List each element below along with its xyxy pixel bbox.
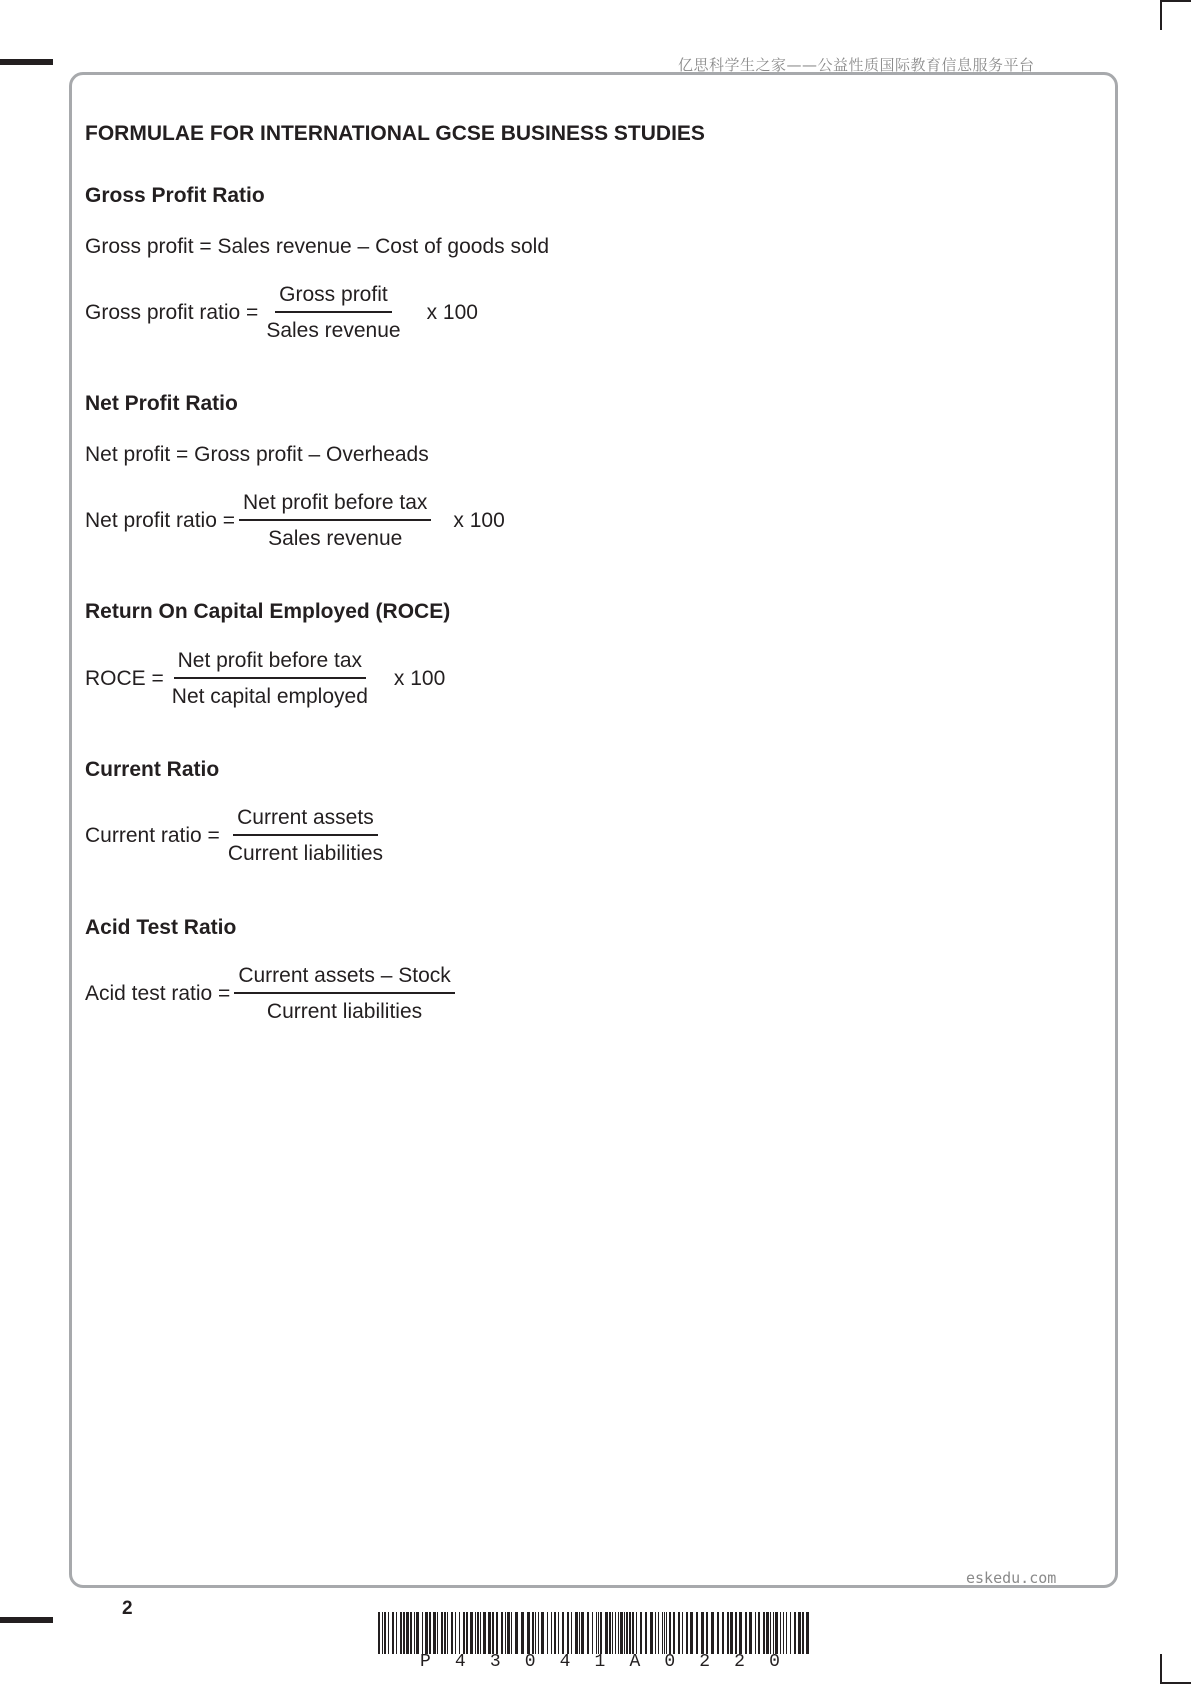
barcode-bar [655, 1612, 656, 1654]
barcode-bar [433, 1612, 436, 1654]
barcode-char: 1 [594, 1652, 606, 1672]
barcode-bar [727, 1612, 729, 1654]
barcode-bar [475, 1612, 476, 1654]
barcode [378, 1612, 812, 1654]
barcode-bar [541, 1612, 544, 1654]
multiplier: x 100 [426, 301, 478, 324]
fraction-numerator: Gross profit [275, 283, 392, 313]
barcode-bar [532, 1612, 534, 1654]
barcode-bar [650, 1612, 653, 1654]
registration-mark-bottom-left [0, 1617, 53, 1623]
barcode-bar [406, 1612, 409, 1654]
barcode-bar [664, 1612, 665, 1654]
barcode-bar [392, 1612, 394, 1654]
barcode-bar [425, 1612, 428, 1654]
barcode-bar [592, 1612, 593, 1654]
gross-profit-heading: Gross Profit Ratio [85, 184, 265, 207]
watermark-top: 亿思科学生之家——公益性质国际教育信息服务平台 [678, 56, 1035, 74]
barcode-bar [579, 1612, 580, 1654]
barcode-bar [441, 1612, 443, 1654]
barcode-bar [483, 1612, 486, 1654]
barcode-bar [666, 1612, 667, 1654]
barcode-bar [798, 1612, 801, 1654]
barcode-bar [410, 1612, 412, 1654]
barcode-bar [645, 1612, 647, 1654]
barcode-bar [600, 1612, 602, 1654]
fraction-numerator: Current assets – Stock [234, 964, 454, 994]
barcode-bar [562, 1612, 564, 1654]
barcode-bar [806, 1612, 809, 1654]
multiplier: x 100 [393, 667, 446, 690]
barcode-bar [396, 1612, 397, 1654]
barcode-bar [507, 1612, 510, 1654]
barcode-bar [492, 1612, 494, 1654]
barcode-bar [505, 1612, 506, 1654]
barcode-bar [571, 1612, 572, 1654]
fraction-denominator: Current liabilities [266, 1000, 423, 1023]
barcode-bar [701, 1612, 704, 1654]
barcode-bar [763, 1612, 765, 1654]
page-number: 2 [122, 1598, 133, 1619]
barcode-char: 2 [734, 1652, 745, 1672]
barcode-bar [678, 1612, 680, 1654]
barcode-bar [735, 1612, 737, 1654]
barcode-bar [629, 1612, 631, 1654]
gross-profit-ratio-label: Gross profit ratio = [85, 301, 259, 324]
barcode-bar [690, 1612, 693, 1654]
barcode-bar [773, 1612, 774, 1654]
net-profit-heading: Net Profit Ratio [85, 392, 238, 415]
barcode-bar [669, 1612, 671, 1654]
barcode-bar [605, 1612, 608, 1654]
barcode-bar [790, 1612, 791, 1654]
barcode-bar [696, 1612, 698, 1654]
barcode-bar [463, 1612, 465, 1654]
page-title: FORMULAE FOR INTERNATIONAL GCSE BUSINESS STUDIES [85, 122, 705, 145]
multiplier: x 100 [453, 509, 505, 532]
barcode-bar [554, 1612, 556, 1654]
gross-profit-ratio-formula [85, 283, 478, 343]
barcode-bar [722, 1612, 724, 1654]
barcode-bar [515, 1612, 518, 1654]
current-ratio-label: Current ratio = [85, 824, 220, 847]
barcode-bar [501, 1612, 503, 1654]
barcode-bar [480, 1612, 481, 1654]
barcode-bar [706, 1612, 708, 1654]
acid-test-formula [85, 964, 459, 1024]
barcode-bar [567, 1612, 569, 1654]
gross-profit-ratio-fraction [262, 283, 404, 343]
net-profit-formula: Net profit = Gross profit – Overheads [85, 443, 429, 466]
barcode-bar [378, 1612, 380, 1654]
crop-mark-top-right [1160, 0, 1191, 2]
barcode-bar [739, 1612, 742, 1654]
barcode-bar [447, 1612, 448, 1654]
barcode-char: 4 [454, 1652, 466, 1672]
current-ratio-heading: Current Ratio [85, 758, 220, 781]
barcode-bar [640, 1612, 642, 1654]
barcode-char: A [629, 1652, 641, 1672]
barcode-bar [581, 1612, 584, 1654]
barcode-bar [511, 1612, 512, 1654]
barcode-bar [711, 1612, 714, 1654]
barcode-bar [496, 1612, 498, 1654]
barcode-bar [770, 1612, 771, 1654]
barcode-bar [766, 1612, 769, 1654]
barcode-bar [780, 1612, 781, 1654]
barcode-bar [618, 1612, 619, 1654]
crop-mark-bottom-right-vertical [1160, 1654, 1162, 1684]
barcode-char: 0 [769, 1652, 780, 1672]
barcode-char: 4 [559, 1652, 571, 1672]
barcode-bar [455, 1612, 456, 1654]
barcode-bar [477, 1612, 479, 1654]
barcode-bar [636, 1612, 637, 1654]
barcode-bar [470, 1612, 473, 1654]
barcode-bar [527, 1612, 530, 1654]
barcode-bar [558, 1612, 559, 1654]
barcode-bar [551, 1612, 552, 1654]
barcode-bar [459, 1612, 460, 1654]
acid-test-label: Acid test ratio = [85, 982, 231, 1005]
barcode-bar [749, 1612, 752, 1654]
roce-heading: Return On Capital Employed (ROCE) [85, 600, 451, 623]
barcode-bar [429, 1612, 431, 1654]
barcode-bar [535, 1612, 536, 1654]
barcode-bar [626, 1612, 628, 1654]
barcode-bar [755, 1612, 756, 1654]
barcode-char: P [420, 1652, 431, 1672]
barcode-bar [775, 1612, 778, 1654]
barcode-bar [632, 1612, 634, 1654]
barcode-bar [686, 1612, 688, 1654]
barcode-bar [673, 1612, 675, 1654]
net-profit-ratio-label: Net profit ratio = [85, 509, 235, 532]
barcode-char: 3 [489, 1652, 501, 1672]
barcode-text [420, 1652, 780, 1672]
roce-fraction [168, 649, 372, 709]
fraction-denominator: Current liabilities [227, 842, 384, 865]
barcode-bar [382, 1612, 383, 1654]
barcode-bar [437, 1612, 438, 1654]
acid-test-heading: Acid Test Ratio [85, 916, 237, 939]
barcode-bar [451, 1612, 453, 1654]
barcode-bar [538, 1612, 539, 1654]
fraction-denominator: Sales revenue [266, 319, 401, 342]
barcode-bar [587, 1612, 589, 1654]
barcode-bar [547, 1612, 548, 1654]
barcode-bar [488, 1612, 491, 1654]
barcode-bar [612, 1612, 613, 1654]
barcode-bar [422, 1612, 423, 1654]
roce-formula [85, 649, 445, 709]
barcode-bar [662, 1612, 663, 1654]
barcode-bar [624, 1612, 625, 1654]
barcode-bar [682, 1612, 683, 1654]
barcode-bar [783, 1612, 784, 1654]
barcode-char: 0 [664, 1652, 676, 1672]
barcode-char: 2 [699, 1652, 711, 1672]
barcode-bar [609, 1612, 611, 1654]
barcode-bar [786, 1612, 787, 1654]
barcode-bar [414, 1612, 415, 1654]
barcode-bar [745, 1612, 747, 1654]
barcode-bar [596, 1612, 597, 1654]
current-ratio-fraction [224, 806, 387, 866]
current-ratio-formula [85, 806, 391, 866]
fraction-numerator: Net profit before tax [239, 491, 431, 521]
fraction-denominator: Net capital employed [171, 685, 368, 708]
barcode-bar [658, 1612, 659, 1654]
registration-mark-top-left [0, 59, 53, 65]
barcode-bar [521, 1612, 524, 1654]
barcode-bar [403, 1612, 405, 1654]
barcode-bar [598, 1612, 599, 1654]
barcode-bar [758, 1612, 760, 1654]
roce-label: ROCE = [85, 667, 164, 690]
barcode-bar [802, 1612, 804, 1654]
fraction-denominator: Sales revenue [268, 527, 403, 550]
crop-mark-top-right-vertical [1160, 0, 1162, 30]
barcode-bar [620, 1612, 623, 1654]
barcode-bar [615, 1612, 616, 1654]
barcode-bar [717, 1612, 719, 1654]
watermark-bottom: eskedu.com [966, 1569, 1057, 1587]
barcode-char: 0 [524, 1652, 536, 1672]
barcode-bar [794, 1612, 796, 1654]
barcode-bar [466, 1612, 468, 1654]
barcode-bar [384, 1612, 386, 1654]
barcode-bar [416, 1612, 419, 1654]
fraction-numerator: Net profit before tax [174, 649, 366, 679]
gross-profit-formula: Gross profit = Sales revenue – Cost of goods sold [85, 235, 549, 258]
barcode-bar [388, 1612, 389, 1654]
barcode-bar [575, 1612, 578, 1654]
net-profit-ratio-fraction [239, 491, 431, 551]
net-profit-ratio-formula [85, 491, 505, 551]
barcode-bar [400, 1612, 402, 1654]
barcode-bar [730, 1612, 733, 1654]
acid-test-fraction [234, 964, 454, 1024]
barcode-bar [444, 1612, 446, 1654]
fraction-numerator: Current assets [233, 806, 378, 836]
